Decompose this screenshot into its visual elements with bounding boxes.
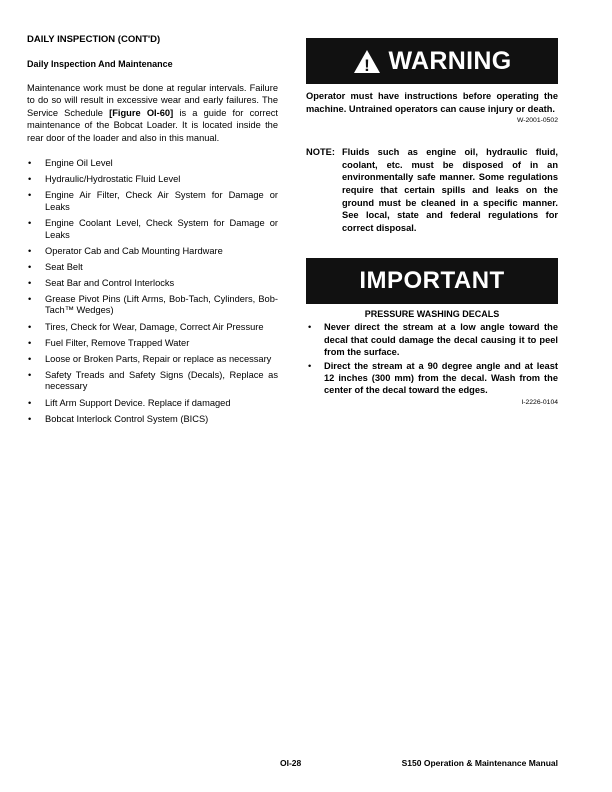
disposal-note <box>306 146 558 234</box>
checklist-item <box>27 158 278 170</box>
right-column <box>306 38 558 406</box>
checklist-item <box>27 190 278 213</box>
manual-title: S150 Operation & Maintenance Manual <box>401 758 558 768</box>
checklist-item-text: Loose or Broken Parts, Repair or replace as necessary <box>45 353 272 364</box>
important-title: IMPORTANT <box>359 267 505 295</box>
bullet-icon: • <box>28 277 32 288</box>
checklist-item-text: Safety Treads and Safety Signs (Decals), Replace as necessary <box>45 369 278 392</box>
checklist-item <box>27 174 278 186</box>
bullet-icon: • <box>28 321 32 332</box>
warning-title: WARNING <box>388 46 512 75</box>
intro-text-end: is a guide for correct maintenance of the Bobcat Loader. It is located inside the rear door of the loader and also in this manual. <box>27 107 279 143</box>
section-heading: DAILY INSPECTION (CONT'D) <box>27 34 161 45</box>
checklist-item-text: Seat Belt <box>45 261 83 272</box>
left-column <box>27 34 278 430</box>
checklist-item <box>27 398 278 410</box>
bullet-icon: • <box>28 190 32 201</box>
figure-reference: [Figure OI-60] <box>109 107 174 118</box>
bullet-icon: • <box>28 174 32 185</box>
bullet-icon: • <box>28 261 32 272</box>
checklist-item-text: Bobcat Interlock Control System (BICS) <box>45 413 209 424</box>
checklist-item-text: Tires, Check for Wear, Damage, Correct Air Pressure <box>45 321 264 332</box>
bullet-icon: • <box>28 337 32 348</box>
intro-paragraph <box>27 82 278 144</box>
bullet-icon: • <box>28 245 32 256</box>
bullet-icon: • <box>28 293 32 304</box>
bullet-icon: • <box>28 369 32 380</box>
checklist-item <box>27 322 278 334</box>
warning-text: Operator must have instructions before operating the machine. Untrained operators can cause injury or death. <box>306 91 558 114</box>
bullet-icon: • <box>28 397 32 408</box>
bullet-icon: • <box>28 413 32 424</box>
checklist-item-text: Engine Coolant Level, Check System for Damage or Leaks <box>45 217 278 240</box>
important-item <box>306 321 558 358</box>
important-banner <box>306 258 558 304</box>
bullet-icon: • <box>28 158 32 169</box>
checklist-item-text: Operator Cab and Cab Mounting Hardware <box>45 245 223 256</box>
checklist-item <box>27 414 278 426</box>
checklist-item <box>27 246 278 258</box>
warning-exclaim-glyph: ! <box>363 55 370 74</box>
checklist-item-text: Hydraulic/Hydrostatic Fluid Level <box>45 174 181 185</box>
bullet-icon: • <box>28 217 32 228</box>
checklist-item-text: Grease Pivot Pins (Lift Arms, Bob-Tach, Cylinders, Bob-Tach™ Wedges) <box>45 293 278 316</box>
important-item-text: Never direct the stream at a low angle toward the decal that could damage the decal causing it to peel from the surface. <box>324 322 558 358</box>
page-number: OI-28 <box>280 758 302 768</box>
checklist-item <box>27 354 278 366</box>
note-label: NOTE: <box>306 147 335 158</box>
checklist-item <box>27 294 278 317</box>
pressure-washing-list <box>306 321 558 396</box>
checklist-item-text: Lift Arm Support Device. Replace if damaged <box>45 397 231 408</box>
intro-text-start: Maintenance work must be done at regular intervals. Failure to do so will result in excessive wear and early failures. The Service Schedule <box>27 83 278 118</box>
checklist-item <box>27 218 278 241</box>
bullet-icon: • <box>28 353 32 364</box>
important-item <box>306 360 558 397</box>
bullet-icon: • <box>308 322 312 333</box>
important-item-text: Direct the stream at a 90 degree angle and at least 12 inches (300 mm) from the decal. Wash from the center of the decal toward the edges. <box>324 360 558 396</box>
inspection-checklist <box>27 158 278 425</box>
warning-code: W-2001-0502 <box>516 117 558 125</box>
bullet-icon: • <box>308 360 312 371</box>
important-subtitle: PRESSURE WASHING DECALS <box>364 309 500 320</box>
section-subheading: Daily Inspection And Maintenance <box>27 59 173 69</box>
checklist-item <box>27 370 278 393</box>
checklist-item-text: Fuel Filter, Remove Trapped Water <box>45 337 190 348</box>
note-text: Fluids such as engine oil, hydraulic fluid, coolant, etc. must be disposed of in an environmentally safe manner. Some regulations require that certain spills and leaks on the ground must be cleaned in a specific manner. See local, state and federal regulations for correct disposal. <box>342 147 558 233</box>
checklist-item <box>27 278 278 290</box>
checklist-item-text: Engine Air Filter, Check Air System for Damage or Leaks <box>45 190 278 212</box>
warning-triangle-icon <box>353 49 381 74</box>
checklist-item <box>27 338 278 350</box>
warning-banner <box>306 38 558 84</box>
important-code: I-2226-0104 <box>521 398 558 406</box>
checklist-item-text: Seat Bar and Control Interlocks <box>45 277 175 288</box>
checklist-item <box>27 262 278 274</box>
checklist-item-text: Engine Oil Level <box>45 158 113 169</box>
